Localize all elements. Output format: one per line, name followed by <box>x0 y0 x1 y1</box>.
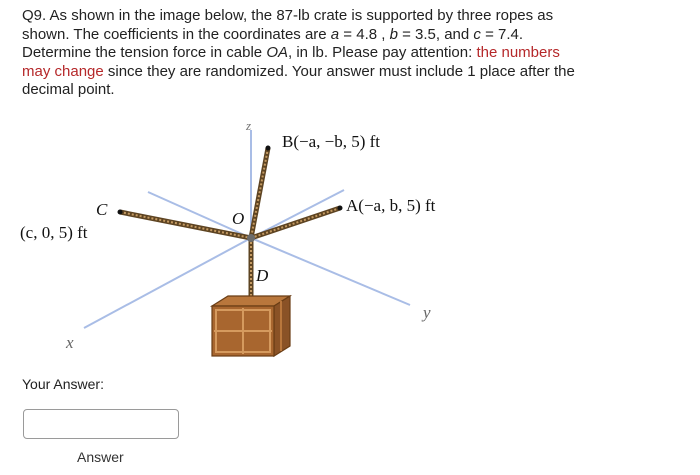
anchor-C <box>118 210 123 215</box>
crate-icon <box>212 296 290 356</box>
rope-OA <box>251 208 340 238</box>
point-C-label: C <box>96 200 108 219</box>
point-B-label: B(−a, −b, 5) ft <box>282 132 381 151</box>
z-axis-label: z <box>246 118 252 133</box>
your-answer-label: Your Answer: <box>22 376 104 392</box>
knot-O <box>247 234 255 242</box>
question-text: Q9. As shown in the image below, the 87-lb crate is supported by three ropes as shown. The coefficients in the coordinates are a = 4.8 , b = 3.5, and c = 7.4. Determine the tension force in cable OA, in lb. Please pay attention: the numbers may change since they are randomized. Your answer must include 1 place after the decimal point. <box>22 7 575 98</box>
point-A-label: A(−a, b, 5) ft <box>346 196 436 215</box>
point-O-label: O <box>232 209 245 228</box>
point-C-coordinates: (c, 0, 5) ft <box>20 223 88 242</box>
point-D-label: D <box>256 266 269 285</box>
y-axis-label: y <box>423 303 431 322</box>
answer-input[interactable] <box>23 409 179 439</box>
anchor-A <box>338 206 343 211</box>
x-axis-label: x <box>66 333 74 352</box>
answer-caption: Answer <box>77 449 124 465</box>
randomized-warning: the numbers may change <box>22 44 560 80</box>
crate-rope-figure <box>0 110 700 370</box>
anchor-B <box>266 146 271 151</box>
y-axis-line <box>251 238 410 305</box>
rope-OB-inner <box>251 148 268 238</box>
